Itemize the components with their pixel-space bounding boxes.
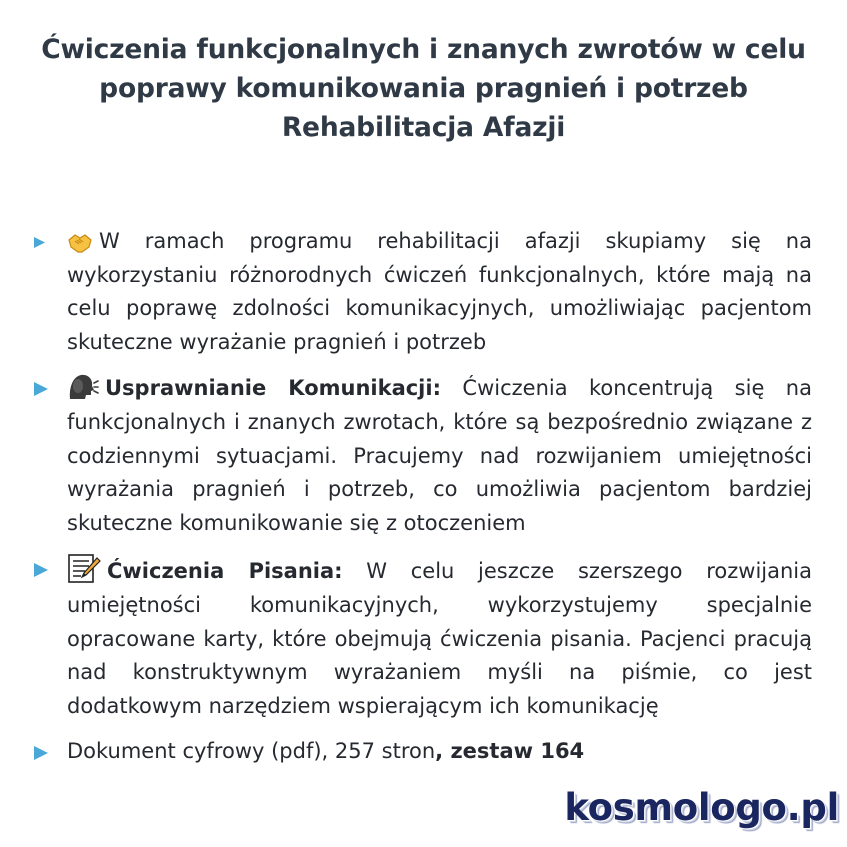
list-item xyxy=(32,735,812,769)
brand-logo: kosmologo.pl xyxy=(564,786,839,829)
item-text: Ćwiczenia koncentrują się na funkcjonalnych i znanych zwrotach, które są bezpośrednio związane z codziennymi sytuacjami. Pracujemy nad rozwijaniem umiejętności wyrażania pragnień i potrzeb, co umożliwia pacjentom bardziej skuteczne komunikowanie się z otoczeniem xyxy=(67,376,812,535)
list-item xyxy=(32,371,812,540)
title-line-1: Ćwiczenia funkcjonalnych i znanych zwrotów w celu xyxy=(41,34,806,65)
bullet-arrow-icon xyxy=(32,371,46,404)
list-item xyxy=(32,225,812,359)
list-item xyxy=(32,552,812,723)
title-line-2: poprawy komunikowania pragnień i potrzeb xyxy=(99,73,748,104)
item-heading: Ćwiczenia Pisania: xyxy=(107,559,343,584)
bullet-arrow-icon xyxy=(32,735,46,768)
bullet-list xyxy=(32,225,812,781)
item-heading: Usprawnianie Komunikacji: xyxy=(105,376,441,401)
item-text: W celu jeszcze szerszego rozwijania umiejętności komunikacyjnych, wykorzystujemy specjalnie opracowane karty, które obejmują ćwiczenia pisania. Pacjenci pracują nad konstruktywnym wyrażaniem myśli na piśmie, co jest dodatkowym narzędziem wspierającym ich komunikację xyxy=(67,559,812,718)
speaking-head-icon xyxy=(67,371,99,401)
set-number: , zestaw 164 xyxy=(435,739,585,764)
bullet-arrow-icon xyxy=(32,225,46,258)
bullet-arrow-icon xyxy=(32,552,46,585)
item-text: W ramach programu rehabilitacji afazji skupiamy się na wykorzystaniu różnorodnych ćwiczeń funkcjonalnych, które mają na celu poprawę zdolności komunikacyjnych, umożliwiając pacjentom skuteczne wyrażanie pragnień i potrzeb xyxy=(67,229,812,354)
page-title xyxy=(20,30,827,147)
memo-icon xyxy=(67,552,101,584)
handshake-icon xyxy=(67,232,93,254)
title-line-3: Rehabilitacja Afazji xyxy=(281,112,566,143)
item-text: Dokument cyfrowy (pdf), 257 stron xyxy=(67,739,436,764)
